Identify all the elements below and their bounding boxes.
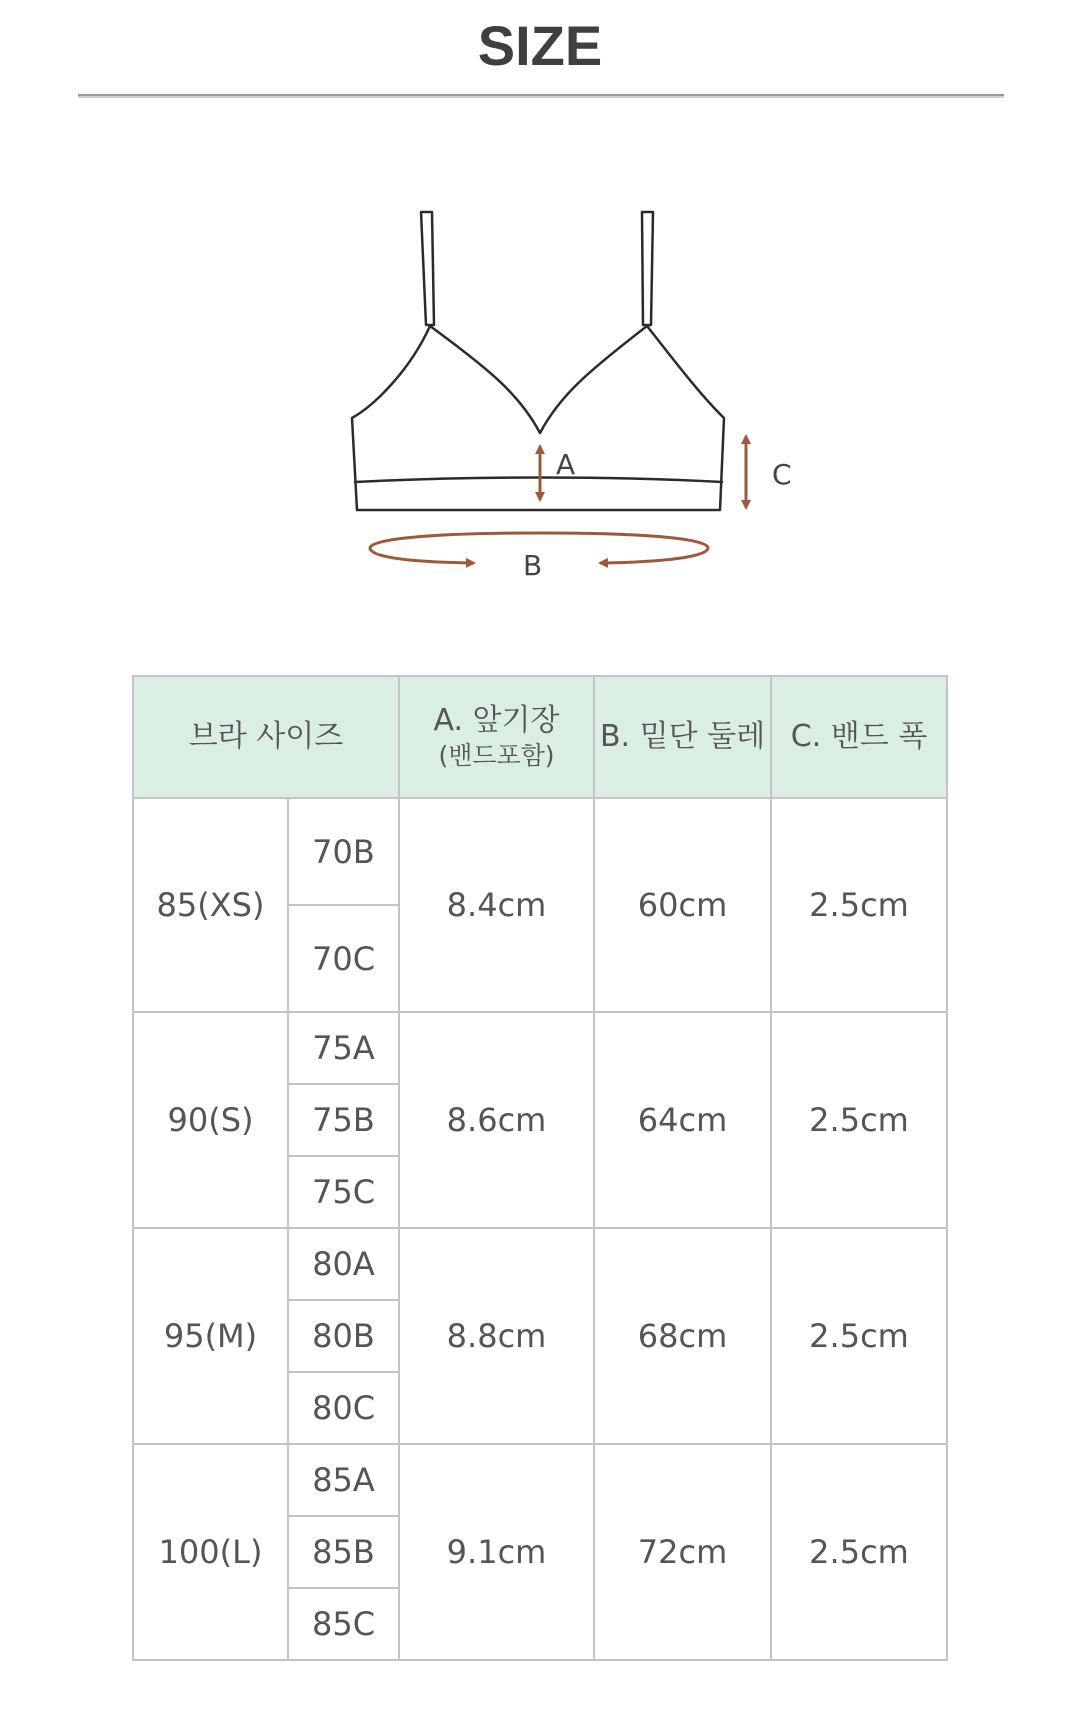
cup-size-cell: 70B xyxy=(288,798,399,905)
cup-size-cell: 85B xyxy=(288,1516,399,1588)
header-a xyxy=(399,676,594,798)
hem-circumference-cell: 72cm xyxy=(594,1444,771,1660)
front-length-cell: 9.1cm xyxy=(399,1444,594,1660)
measure-a-label: A xyxy=(556,448,576,481)
table-row xyxy=(133,1012,947,1084)
measure-b-label: B xyxy=(523,549,543,582)
cup-size-cell: 70C xyxy=(288,905,399,1012)
right-strap xyxy=(642,212,653,325)
hem-circumference-cell: 64cm xyxy=(594,1012,771,1228)
band-width-cell: 2.5cm xyxy=(771,1228,947,1444)
band-width-cell: 2.5cm xyxy=(771,798,947,1012)
hem-circumference-cell: 68cm xyxy=(594,1228,771,1444)
page-title: SIZE xyxy=(477,14,603,77)
bra-diagram xyxy=(0,0,1080,620)
left-strap xyxy=(421,212,434,325)
front-length-cell: 8.4cm xyxy=(399,798,594,1012)
cup-size-cell: 75B xyxy=(288,1084,399,1156)
cup-size-cell: 85C xyxy=(288,1588,399,1660)
cup-size-cell: 75A xyxy=(288,1012,399,1084)
header-c: C. 밴드 폭 xyxy=(771,676,947,798)
cup-size-cell: 80B xyxy=(288,1300,399,1372)
band-width-cell: 2.5cm xyxy=(771,1444,947,1660)
table-header-row xyxy=(133,676,947,798)
band-size-cell: 90(S) xyxy=(133,1012,288,1228)
cup-size-cell: 80C xyxy=(288,1372,399,1444)
bra-outline xyxy=(352,212,724,510)
bra-body xyxy=(352,326,724,510)
front-length-cell: 8.8cm xyxy=(399,1228,594,1444)
header-b: B. 밑단 둘레 xyxy=(594,676,771,798)
cup-size-cell: 75C xyxy=(288,1156,399,1228)
band-size-cell: 85(XS) xyxy=(133,798,288,1012)
front-length-cell: 8.6cm xyxy=(399,1012,594,1228)
hem-circumference-cell: 60cm xyxy=(594,798,771,1012)
header-bra-size: 브라 사이즈 xyxy=(133,676,399,798)
band-size-cell: 95(M) xyxy=(133,1228,288,1444)
table-row xyxy=(133,1444,947,1516)
band-width-cell: 2.5cm xyxy=(771,1012,947,1228)
cup-size-cell: 80A xyxy=(288,1228,399,1300)
measure-b-arrow-right xyxy=(540,533,708,563)
table-row xyxy=(133,1228,947,1300)
header-a-sub: (밴드포함) xyxy=(438,741,555,770)
measure-c-label: C xyxy=(772,458,792,491)
header-a-main: A. 앞기장 xyxy=(433,703,560,738)
band-size-cell: 100(L) xyxy=(133,1444,288,1660)
size-table xyxy=(132,675,948,1661)
measure-b-arrow-left xyxy=(370,533,540,563)
table-row xyxy=(133,798,947,905)
cup-size-cell: 85A xyxy=(288,1444,399,1516)
